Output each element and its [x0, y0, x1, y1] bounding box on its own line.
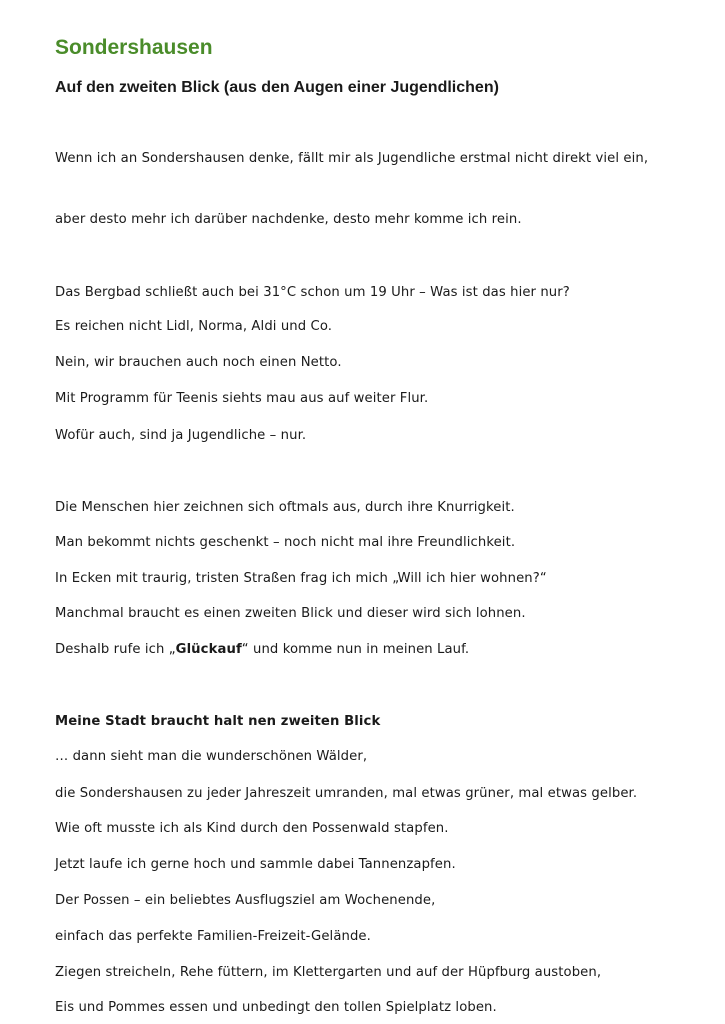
poem-line: Wofür auch, sind ja Jugendliche – nur. [55, 428, 307, 443]
poem-line: Nein, wir brauchen auch noch einen Netto. [55, 355, 342, 370]
poem-line: Es reichen nicht Lidl, Norma, Aldi und Co. [55, 319, 333, 334]
poem-line: Mit Programm für Teenis siehts mau aus auf weiter Flur. [55, 391, 429, 406]
poem-line: Ziegen streicheln, Rehe füttern, im Klettergarten und auf der Hüpfburg austoben, [55, 965, 602, 980]
stanza-heading: Meine Stadt braucht halt nen zweiten Blick [55, 714, 381, 729]
poem-line: Wie oft musste ich als Kind durch den Possenwald stapfen. [55, 821, 449, 836]
poem-line: Der Possen – ein beliebtes Ausflugsziel am Wochenende, [55, 893, 436, 908]
glueckauf-emphasis: Glückauf [175, 642, 242, 657]
poem-line: einfach das perfekte Familien-Freizeit-Gelände. [55, 929, 371, 944]
poem-line: Das Bergbad schließt auch bei 31°C schon um 19 Uhr – Was ist das hier nur? [55, 285, 570, 300]
document-subtitle: Auf den zweiten Blick (aus den Augen einer Jugendlichen) [55, 79, 499, 96]
poem-line: Man bekommt nichts geschenkt – noch nicht mal ihre Freundlichkeit. [55, 535, 516, 550]
poem-line: aber desto mehr ich darüber nachdenke, desto mehr komme ich rein. [55, 212, 522, 227]
line-text: “ und komme nun in meinen Lauf. [241, 642, 470, 657]
line-text: Deshalb rufe ich „ [55, 642, 176, 657]
poem-line: Wenn ich an Sondershausen denke, fällt mir als Jugendliche erstmal nicht direkt viel ein, [55, 151, 649, 166]
document-title: Sondershausen [55, 36, 213, 59]
poem-line: die Sondershausen zu jeder Jahreszeit umranden, mal etwas grüner, mal etwas gelber. [55, 786, 638, 801]
poem-line: … dann sieht man die wunderschönen Wälder, [55, 749, 368, 764]
poem-line: Jetzt laufe ich gerne hoch und sammle dabei Tannenzapfen. [55, 857, 456, 872]
poem-line: Die Menschen hier zeichnen sich oftmals aus, durch ihre Knurrigkeit. [55, 500, 515, 515]
poem-line: Eis und Pommes essen und unbedingt den tollen Spielplatz loben. [55, 1000, 497, 1015]
poem-line-glueckauf [55, 641, 675, 659]
poem-line: Manchmal braucht es einen zweiten Blick und dieser wird sich lohnen. [55, 606, 526, 621]
poem-line: In Ecken mit traurig, tristen Straßen frag ich mich „Will ich hier wohnen?“ [55, 571, 547, 586]
